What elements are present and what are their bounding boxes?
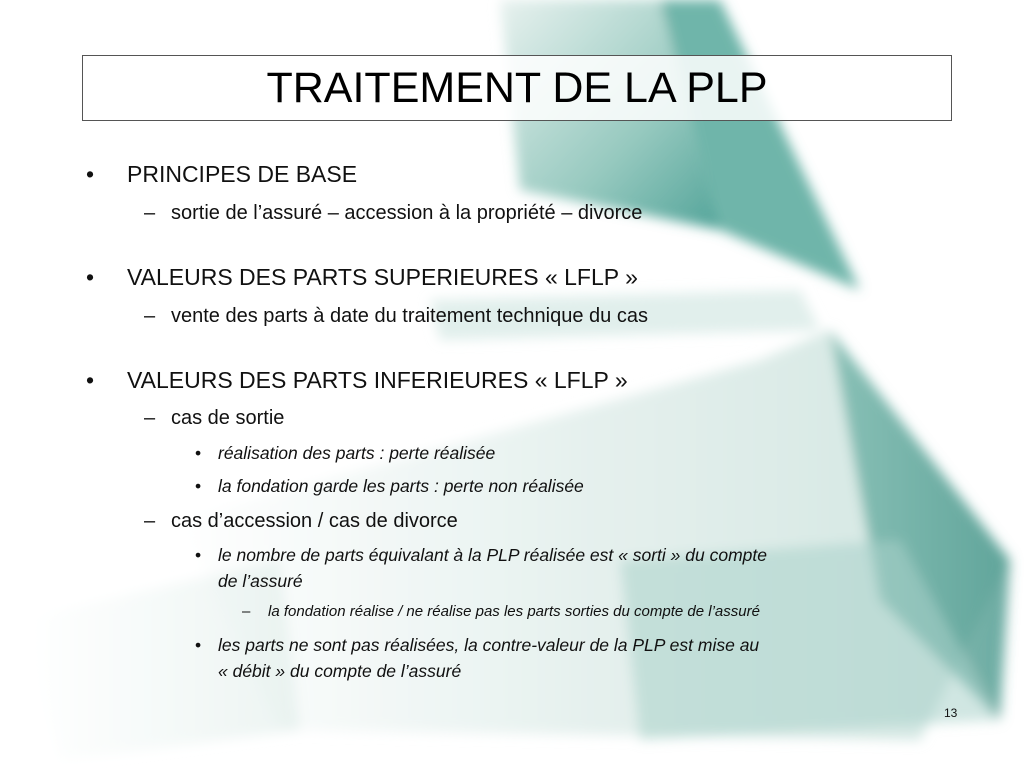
bullet-marker: • (86, 367, 95, 393)
subitem-text: cas d’accession / cas de divorce (171, 510, 458, 532)
dash-marker: – (144, 202, 156, 224)
page-number: 13 (944, 706, 958, 720)
slide-title: TRAITEMENT DE LA PLP (266, 63, 768, 112)
dash-marker: – (144, 407, 156, 429)
dash-marker: – (144, 305, 156, 327)
item-nombre-de-parts-cont (218, 571, 303, 592)
item-text: la fondation garde les parts : perte non réalisée (218, 476, 584, 496)
item-text-line2: de l’assuré (218, 571, 303, 591)
item-text: réalisation des parts : perte réalisée (218, 443, 496, 463)
bullet-marker: • (195, 635, 202, 655)
bullet-text: VALEURS DES PARTS INFERIEURES « LFLP » (127, 367, 628, 393)
subitem-text: sortie de l’assuré – accession à la propriété – divorce (171, 202, 643, 224)
item-text-line1: le nombre de parts équivalant à la PLP réalisée est « sorti » du compte (218, 545, 767, 565)
subitem-text: cas de sortie (171, 407, 285, 429)
bullet-marker: • (195, 545, 202, 565)
subsubitem-text: la fondation réalise / ne réalise pas les parts sorties du compte de l’assuré (268, 603, 760, 620)
bullet-marker: • (195, 476, 202, 496)
bullet-marker: • (86, 161, 95, 187)
bullet-marker: • (86, 264, 95, 290)
subitem-text: vente des parts à date du traitement technique du cas (171, 305, 648, 327)
bullet-marker: • (195, 443, 202, 463)
item-parts-non-realisees-cont (218, 661, 461, 682)
dash-marker: – (242, 603, 251, 620)
item-text-line2: « débit » du compte de l’assuré (218, 661, 462, 681)
dash-marker: – (144, 510, 156, 532)
bullet-text: VALEURS DES PARTS SUPERIEURES « LFLP » (127, 264, 638, 290)
item-text-line1: les parts ne sont pas réalisées, la contre-valeur de la PLP est mise au (218, 635, 760, 655)
title-box (82, 55, 952, 121)
bullet-text: PRINCIPES DE BASE (127, 161, 358, 187)
